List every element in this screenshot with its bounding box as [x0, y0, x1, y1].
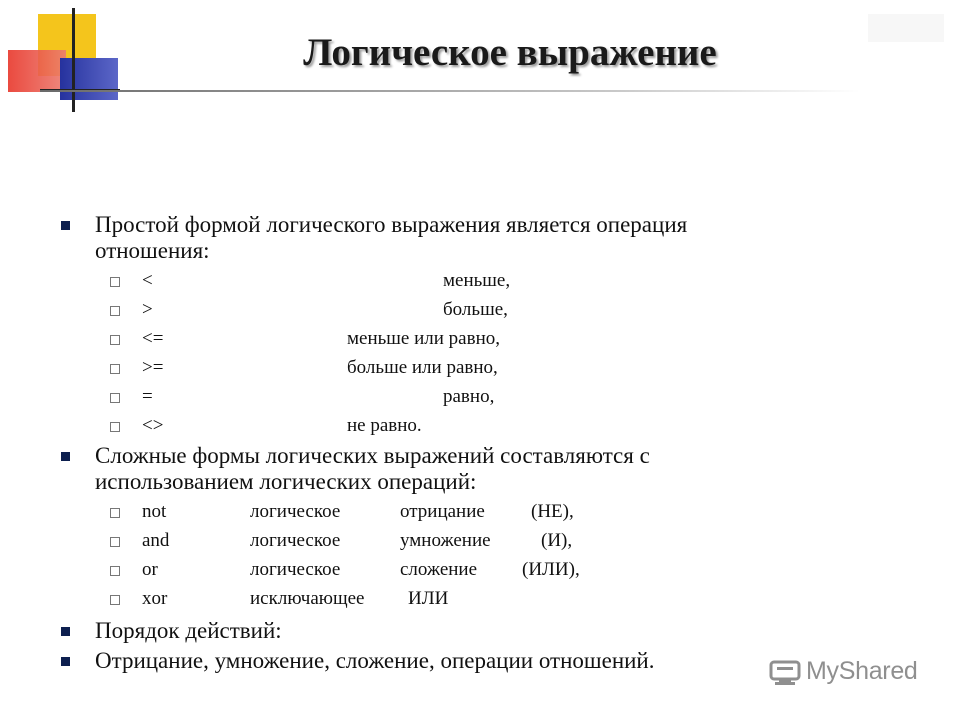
item1-line1: Простой формой логического выражения является операция [95, 212, 688, 237]
logic-op: and [142, 530, 170, 551]
relation-op: <= [142, 328, 164, 349]
watermark-brand: MyShared [806, 657, 918, 685]
item1-line2: отношения: [95, 238, 210, 263]
relation-op: >= [142, 357, 164, 378]
relation-op: > [142, 299, 153, 320]
sub-bullet-box [110, 335, 120, 345]
logic-op-name: отрицание [400, 501, 485, 522]
logic-op-name: сложение [400, 559, 478, 580]
relation-op: = [142, 386, 153, 407]
logic-op-name: ИЛИ [408, 588, 449, 609]
decor-vertical-line [72, 8, 75, 112]
bullet-square [61, 657, 70, 666]
relation-op: <> [142, 415, 164, 436]
logic-op-word: исключающее [250, 588, 365, 609]
relation-desc: больше или равно, [347, 357, 498, 378]
logic-op: not [142, 501, 167, 522]
decor-corner-box [868, 14, 944, 42]
decor-red-square [8, 50, 66, 92]
relation-op: < [142, 270, 153, 291]
sub-bullet-box [110, 306, 120, 316]
logic-op: xor [142, 588, 168, 609]
decor-blue-square [60, 58, 118, 100]
logic-op-word: логическое [250, 501, 341, 522]
bullet-square [61, 627, 70, 636]
item4-text: Отрицание, умножение, сложение, операции отношений. [95, 648, 655, 673]
relation-desc: больше, [443, 299, 508, 320]
logic-op-rus: (НЕ), [531, 501, 574, 522]
logic-op-rus: (И), [541, 530, 573, 551]
slide-title: Логическое выражение [303, 31, 717, 74]
sub-bullet-box [110, 566, 120, 576]
item3-text: Порядок действий: [95, 618, 282, 643]
sub-bullet-box [110, 364, 120, 374]
relation-desc: меньше или равно, [347, 328, 500, 349]
relation-desc: равно, [443, 386, 495, 407]
sub-bullet-box [110, 393, 120, 403]
sub-bullet-box [110, 595, 120, 605]
logic-op: or [142, 559, 158, 580]
sub-bullet-box [110, 422, 120, 432]
logic-op-word: логическое [250, 559, 341, 580]
title-underline [40, 90, 860, 92]
logic-op-rus: (ИЛИ), [522, 559, 580, 580]
bullet-square [61, 452, 70, 461]
item2-line1: Сложные формы логических выражений составляются с [95, 443, 650, 468]
bullet-square [61, 221, 70, 230]
relation-desc: не равно. [347, 415, 422, 436]
mortarboard-icon [768, 658, 802, 688]
sub-bullet-box [110, 277, 120, 287]
logic-op-word: логическое [250, 530, 341, 551]
item2-line2: использованием логических операций: [95, 469, 477, 494]
sub-bullet-box [110, 537, 120, 547]
relation-desc: меньше, [443, 270, 511, 291]
sub-bullet-box [110, 508, 120, 518]
logic-op-name: умножение [400, 530, 491, 551]
